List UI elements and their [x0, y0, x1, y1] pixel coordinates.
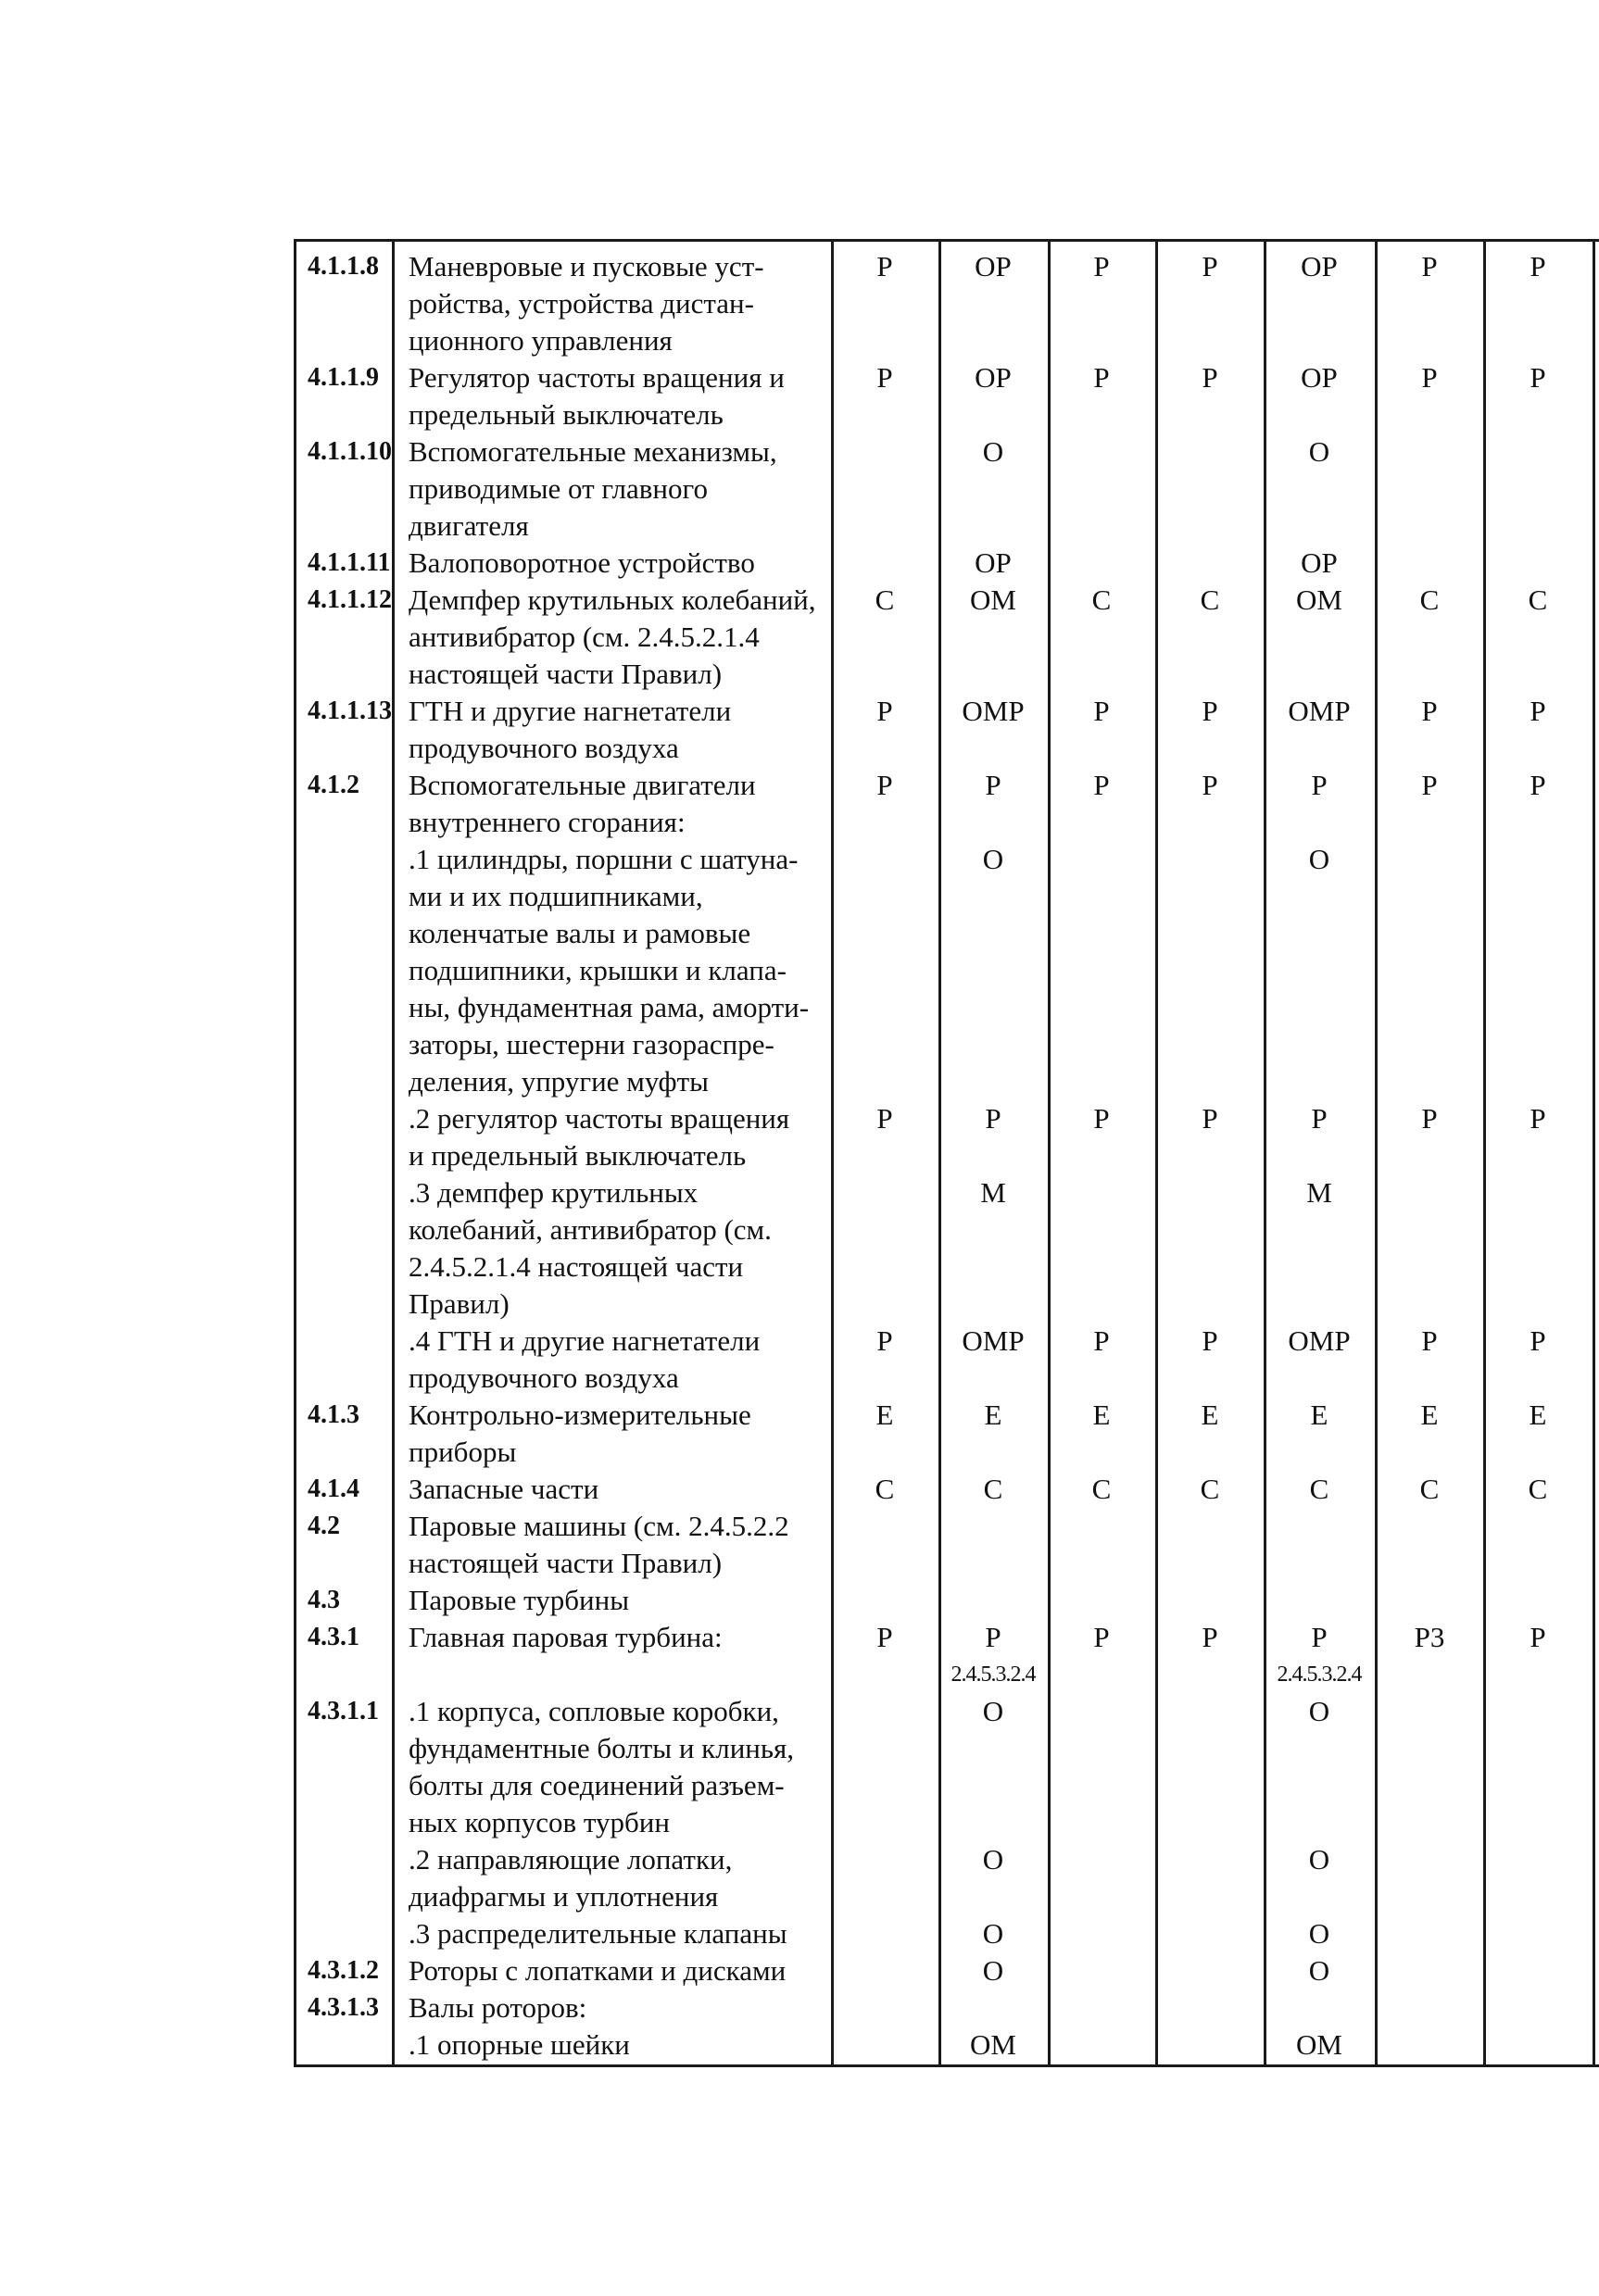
rule-reference: 2.4.5.3.2.4	[1277, 1662, 1362, 1687]
row-description-line: .1 цилиндры, поршни с шатуна-	[409, 843, 799, 875]
inspection-mark: О	[982, 1917, 1004, 1950]
table-top-border	[294, 239, 1599, 242]
inspection-mark: Р	[1093, 1102, 1110, 1135]
row-description-line: предельный выключатель	[409, 398, 724, 431]
column-divider	[1264, 239, 1266, 2067]
row-number: 4.1.2	[308, 771, 359, 799]
inspection-mark: Р	[1421, 695, 1438, 727]
inspection-mark: Р	[1530, 1324, 1546, 1357]
inspection-mark: М	[1306, 1176, 1332, 1209]
inspection-mark: Р	[1311, 1621, 1328, 1653]
inspection-mark: Р	[1421, 250, 1438, 282]
inspection-mark: Р	[1202, 695, 1218, 727]
row-description-line: болты для соединений разъем-	[409, 1769, 785, 1801]
row-description-line: антивибратор (см. 2.4.5.2.1.4	[409, 621, 760, 653]
row-description-line: ми и их подшипниками,	[409, 880, 703, 912]
row-description-line: .1 опорные шейки	[409, 2028, 630, 2061]
row-description-line: заторы, шестерни газораспре-	[409, 1028, 774, 1060]
row-number: 4.1.1.12	[308, 585, 392, 614]
row-description-line: и предельный выключатель	[409, 1139, 747, 1172]
inspection-mark: ОМР	[1288, 1324, 1351, 1357]
inspection-mark: С	[1528, 583, 1548, 616]
row-description-line: Запасные части	[409, 1473, 599, 1505]
inspection-mark: Р	[985, 1621, 1001, 1653]
row-description-line: коленчатые валы и рамовые	[409, 917, 751, 949]
inspection-mark: Р	[876, 250, 893, 282]
inspection-mark: Р	[1202, 1621, 1218, 1653]
inspection-mark: Р	[876, 361, 893, 394]
inspection-mark: Е	[1201, 1399, 1219, 1431]
row-description-line: приборы	[409, 1436, 517, 1468]
row-description-line: ройства, устройства дистан-	[409, 287, 754, 320]
column-divider	[1593, 239, 1595, 2067]
table-bottom-border	[294, 2064, 1599, 2067]
inspection-mark: М	[980, 1176, 1006, 1209]
inspection-mark: Р	[1311, 1102, 1328, 1135]
inspection-mark: О	[982, 1843, 1004, 1876]
row-description-line: Главная паровая турбина:	[409, 1621, 723, 1653]
inspection-mark: Р	[876, 1324, 893, 1357]
column-divider	[1375, 239, 1378, 2067]
inspection-mark: О	[1308, 1917, 1330, 1950]
row-description-line: приводимые от главного	[409, 472, 708, 505]
row-description-line: Маневровые и пусковые уст-	[409, 250, 764, 282]
inspection-mark: Р	[1530, 361, 1546, 394]
inspection-mark: С	[1200, 1473, 1220, 1505]
inspection-mark: ОМ	[1296, 2028, 1342, 2061]
inspection-mark: ОМ	[970, 583, 1016, 616]
inspection-mark: Р	[985, 1102, 1001, 1135]
inspection-mark: С	[1309, 1473, 1329, 1505]
row-description-line: Демпфер крутильных колебаний,	[409, 583, 816, 616]
inspection-mark: Р	[1202, 1324, 1218, 1357]
inspection-mark: Е	[984, 1399, 1002, 1431]
inspection-mark: Р	[1093, 1324, 1110, 1357]
inspection-mark: Р	[1093, 695, 1110, 727]
row-description-line: .3 демпфер крутильных	[409, 1176, 699, 1209]
inspection-mark: ОР	[1301, 361, 1338, 394]
inspection-mark: О	[982, 1695, 1004, 1727]
row-description-line: ных корпусов турбин	[409, 1806, 670, 1838]
column-divider	[1048, 239, 1051, 2067]
inspection-mark: Е	[1420, 1399, 1439, 1431]
inspection-mark: Р	[876, 1621, 893, 1653]
inspection-mark: Р	[1421, 1102, 1438, 1135]
row-description-line: Правил)	[409, 1287, 510, 1320]
row-number: 4.1.1.11	[308, 548, 391, 577]
inspection-mark: Р	[1093, 250, 1110, 282]
inspection-mark: Р	[876, 695, 893, 727]
inspection-mark: ОМ	[970, 2028, 1016, 2061]
inspection-mark: О	[982, 843, 1004, 875]
inspection-mark: С	[875, 583, 895, 616]
row-description-line: настоящей части Правил)	[409, 658, 723, 690]
column-divider	[1155, 239, 1158, 2067]
column-divider	[938, 239, 941, 2067]
inspection-mark: О	[1308, 1954, 1330, 1987]
row-description-line: деления, упругие муфты	[409, 1065, 710, 1098]
inspection-mark: Р	[1530, 695, 1546, 727]
inspection-mark: ОМ	[1296, 583, 1342, 616]
row-description-line: внутреннего сгорания:	[409, 806, 686, 838]
inspection-mark: Р	[1093, 361, 1110, 394]
inspection-mark: Р	[1311, 769, 1328, 801]
row-description-line: Валы роторов:	[409, 1991, 587, 2024]
row-number: 4.3.1.3	[308, 1993, 379, 2022]
row-description-line: ны, фундаментная рама, аморти-	[409, 991, 810, 1023]
inspection-mark: ОР	[975, 361, 1012, 394]
inspection-mark: Р	[1093, 1621, 1110, 1653]
row-description-line: .1 корпуса, сопловые коробки,	[409, 1695, 779, 1727]
row-description-line: фундаментные болты и клинья,	[409, 1732, 795, 1764]
inspection-mark: Е	[1529, 1399, 1547, 1431]
inspection-mark: Р	[1421, 1324, 1438, 1357]
row-description-line: настоящей части Правил)	[409, 1547, 723, 1579]
row-number: 4.1.4	[308, 1474, 359, 1503]
column-divider	[1483, 239, 1486, 2067]
row-description-line: двигателя	[409, 509, 529, 542]
inspection-mark: С	[1419, 1473, 1440, 1505]
inspection-mark: Е	[875, 1399, 894, 1431]
inspection-mark: ОМР	[962, 695, 1025, 727]
row-description-line: Валоповоротное устройство	[409, 546, 755, 579]
row-description-line: Контрольно-измерительные	[409, 1399, 751, 1431]
column-divider	[831, 239, 834, 2067]
row-description-line: диафрагмы и уплотнения	[409, 1880, 719, 1913]
inspection-mark: ОР	[975, 250, 1012, 282]
requirements-table	[294, 239, 1599, 2067]
inspection-mark: Р	[1093, 769, 1110, 801]
inspection-mark: Е	[1092, 1399, 1111, 1431]
inspection-mark: О	[1308, 1695, 1330, 1727]
column-divider	[392, 239, 395, 2067]
row-number: 4.2	[308, 1512, 340, 1540]
row-number: 4.1.1.10	[308, 437, 392, 466]
inspection-mark: Р	[876, 1102, 893, 1135]
row-description-line: ционного управления	[409, 324, 673, 357]
row-description-line: Паровые турбины	[409, 1584, 630, 1616]
inspection-mark: Р	[1530, 1621, 1546, 1653]
inspection-mark: Р	[1202, 250, 1218, 282]
row-number: 4.1.1.9	[308, 363, 379, 392]
row-number: 4.3.1.2	[308, 1956, 379, 1985]
inspection-mark: О	[1308, 435, 1330, 468]
row-description-line: ГТН и другие нагнетатели	[409, 695, 732, 727]
rule-reference: 2.4.5.3.2.4	[951, 1662, 1036, 1687]
inspection-mark: ОР	[1301, 546, 1338, 579]
inspection-mark: С	[983, 1473, 1003, 1505]
inspection-mark: Р	[1530, 1102, 1546, 1135]
inspection-mark: О	[982, 435, 1004, 468]
inspection-mark: ОР	[975, 546, 1012, 579]
inspection-mark: С	[1200, 583, 1220, 616]
row-description-line: 2.4.5.2.1.4 настоящей части	[409, 1250, 744, 1283]
inspection-mark: ОМР	[1288, 695, 1351, 727]
row-description-line: Вспомогательные механизмы,	[409, 435, 777, 468]
row-description-line: .2 направляющие лопатки,	[409, 1843, 733, 1876]
inspection-mark: С	[1091, 1473, 1112, 1505]
inspection-mark: О	[1308, 1843, 1330, 1876]
inspection-mark: Р	[1202, 769, 1218, 801]
inspection-mark: С	[1091, 583, 1112, 616]
row-description-line: Регулятор частоты вращения и	[409, 361, 785, 394]
row-number: 4.3.1	[308, 1623, 359, 1651]
column-divider	[294, 239, 296, 2067]
row-description-line: колебаний, антивибратор (см.	[409, 1213, 772, 1246]
row-description-line: продувочного воздуха	[409, 732, 679, 764]
inspection-mark: Р	[1202, 1102, 1218, 1135]
row-description-line: .3 распределительные клапаны	[409, 1917, 787, 1950]
inspection-mark: Р	[1530, 250, 1546, 282]
row-description-line: Паровые машины (см. 2.4.5.2.2	[409, 1510, 789, 1542]
row-number: 4.1.3	[308, 1400, 359, 1429]
row-number: 4.3.1.1	[308, 1697, 379, 1725]
inspection-mark: Р	[1421, 361, 1438, 394]
row-number: 4.3	[308, 1586, 340, 1614]
row-description-line: продувочного воздуха	[409, 1361, 679, 1394]
inspection-mark: Р	[1202, 361, 1218, 394]
inspection-mark: О	[1308, 843, 1330, 875]
row-description-line: .4 ГТН и другие нагнетатели	[409, 1324, 761, 1357]
row-description-line: .2 регулятор частоты вращения	[409, 1102, 790, 1135]
inspection-mark: Р3	[1414, 1621, 1445, 1653]
inspection-mark: ОМР	[962, 1324, 1025, 1357]
inspection-mark: С	[1528, 1473, 1548, 1505]
inspection-mark: О	[982, 1954, 1004, 1987]
inspection-mark: С	[1419, 583, 1440, 616]
inspection-mark: Р	[1530, 769, 1546, 801]
inspection-mark: Р	[876, 769, 893, 801]
row-description-line: Вспомогательные двигатели	[409, 769, 756, 801]
inspection-mark: ОР	[1301, 250, 1338, 282]
row-number: 4.1.1.13	[308, 696, 392, 725]
row-description-line: подшипники, крышки и клапа-	[409, 954, 787, 986]
row-number: 4.1.1.8	[308, 252, 379, 281]
inspection-mark: Р	[985, 769, 1001, 801]
inspection-mark: Р	[1421, 769, 1438, 801]
inspection-mark: Е	[1310, 1399, 1328, 1431]
row-description-line: Роторы с лопатками и дисками	[409, 1954, 787, 1987]
inspection-mark: С	[875, 1473, 895, 1505]
